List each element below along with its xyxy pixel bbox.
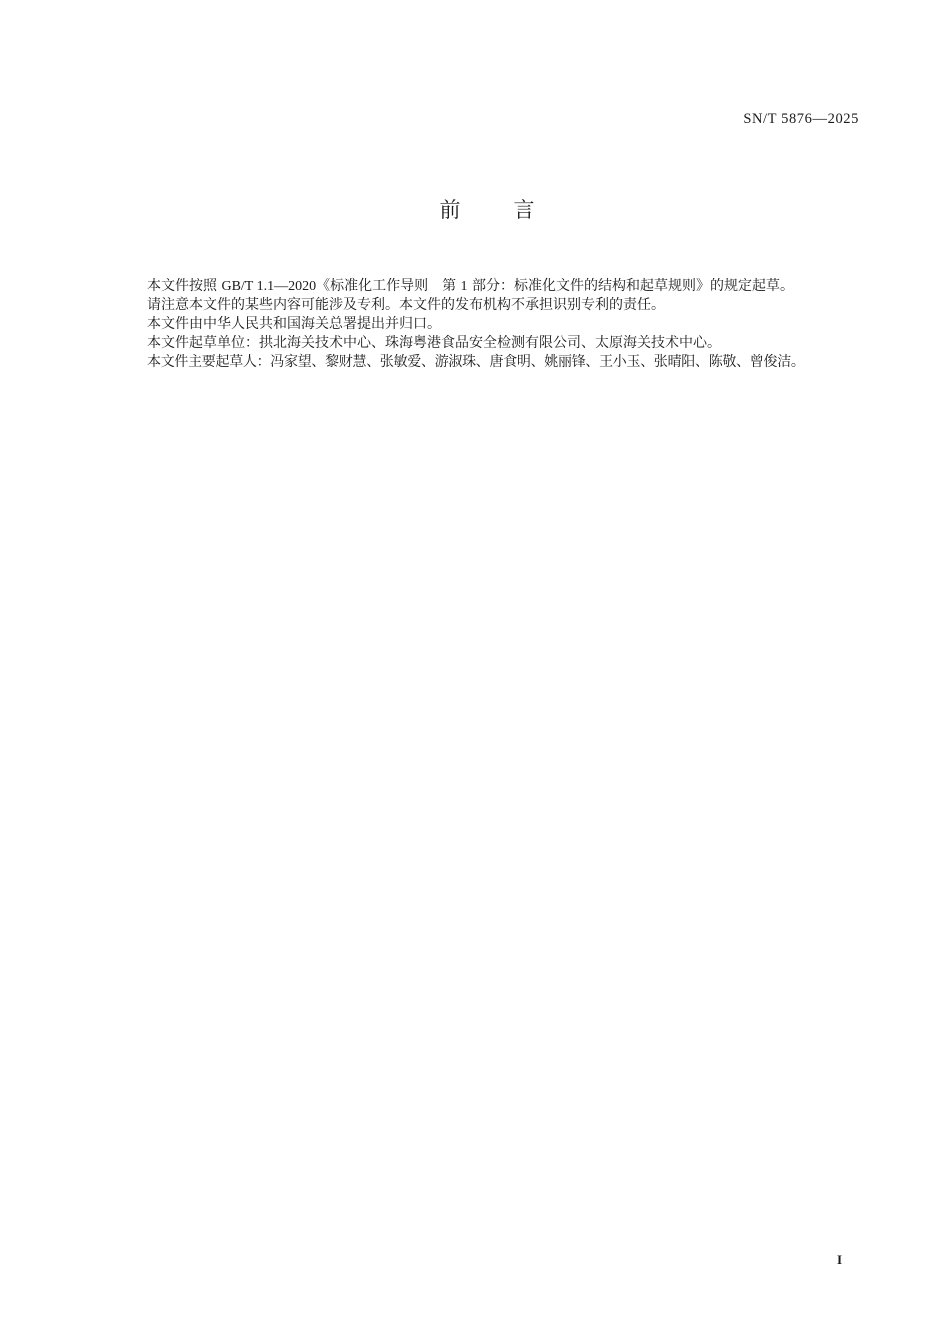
- paragraph-drafting-organizations: 本文件起草单位：拱北海关技术中心、珠海粤港食品安全检测有限公司、太原海关技术中心。: [147, 335, 721, 351]
- title-char-1: 前: [439, 198, 462, 222]
- paragraph-drafters: 本文件主要起草人：冯家望、黎财慧、张敏爱、游淑珠、唐食明、姚丽锋、王小玉、张晴阳、陈敬、曾俊洁。: [147, 354, 805, 370]
- paragraph-patent-notice: 请注意本文件的某些内容可能涉及专利。本文件的发布机构不承担识别专利的责任。: [147, 297, 665, 313]
- drafting-basis-suffix: 部分：标准化文件的结构和起草规则》的规定起草。: [467, 278, 794, 294]
- paragraph-drafting-basis: [113, 277, 859, 296]
- paragraph-proposer: 本文件由中华人民共和国海关总署提出并归口。: [147, 316, 441, 332]
- part-number: 1: [460, 279, 468, 294]
- referenced-standard: GB/T 1.1—2020: [221, 279, 317, 294]
- foreword-body: [113, 277, 859, 372]
- standard-number: SN/T 5876—2025: [743, 111, 859, 127]
- drafting-basis-prefix: 本文件按照: [147, 278, 222, 294]
- drafting-basis-middle: 《标准化工作导则 第: [316, 278, 461, 294]
- title-char-2: 言: [513, 198, 536, 222]
- page-title: [0, 194, 950, 224]
- page-number: I: [836, 1252, 842, 1267]
